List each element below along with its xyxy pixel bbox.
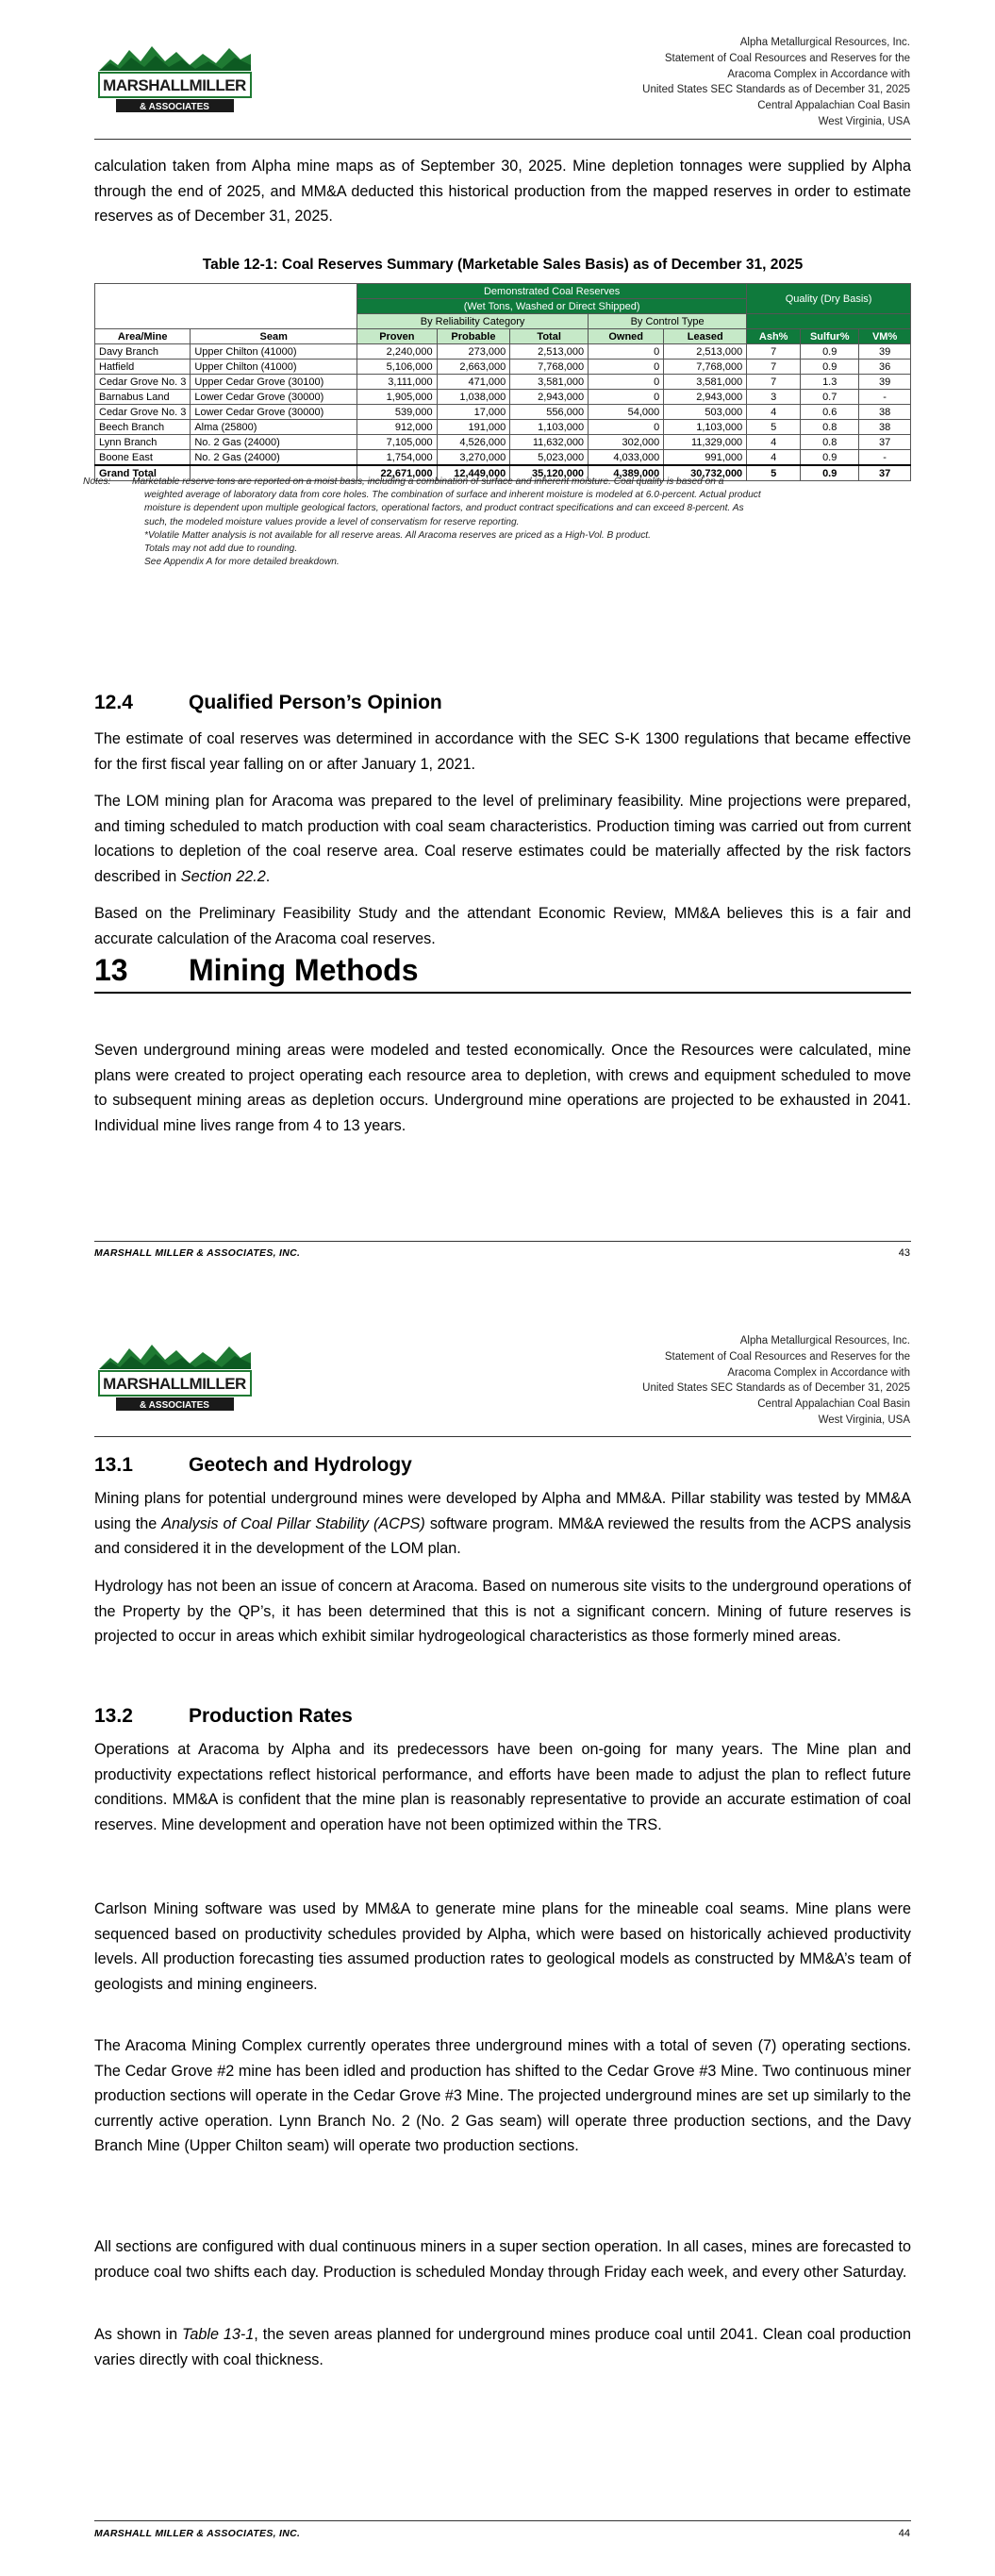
intro-paragraph: calculation taken from Alpha mine maps as of September 30, 2025. Mine depletion tonnages were supplied by Alpha through the end of 2025, and MM&A deducted this historical production from the mapped reserves in order to estimate reserves as of December 31, 2025. bbox=[94, 158, 911, 225]
control-header: By Control Type bbox=[589, 314, 747, 329]
table-cell: 39 bbox=[859, 375, 911, 390]
table-notes bbox=[83, 476, 905, 569]
table-cell: 30,732,000 bbox=[664, 465, 747, 481]
table-cell: 5 bbox=[747, 420, 801, 435]
table-cell: 7,105,000 bbox=[357, 435, 438, 450]
svg-text:MARSHALLMILLER: MARSHALLMILLER bbox=[103, 76, 246, 94]
coal-reserves-table bbox=[94, 283, 911, 481]
column-header: Ash% bbox=[747, 329, 801, 344]
table-cell: - bbox=[859, 390, 911, 405]
table-cell: 37 bbox=[859, 465, 911, 481]
footer-company: MARSHALL MILLER & ASSOCIATES, INC. bbox=[94, 2528, 301, 2539]
table-cell: 7,768,000 bbox=[664, 360, 747, 375]
svg-text:& ASSOCIATES: & ASSOCIATES bbox=[140, 1400, 209, 1411]
table-cell: 0.9 bbox=[801, 360, 859, 375]
table-cell: 0.8 bbox=[801, 435, 859, 450]
table-cell: 5,023,000 bbox=[510, 450, 589, 466]
table-cell: Upper Chilton (41000) bbox=[191, 360, 357, 375]
paragraph: All sections are configured with dual continuous miners in a super section operation. In all cases, mines are forecasted to produce coal two shifts each day. Production is scheduled Monday through Friday each week, and every other Saturday. bbox=[94, 2238, 911, 2281]
section-title: Qualified Person’s Opinion bbox=[189, 692, 442, 713]
table-cell: Boone East bbox=[95, 450, 191, 466]
footer-company: MARSHALL MILLER & ASSOCIATES, INC. bbox=[94, 1247, 301, 1259]
table-cell: 38 bbox=[859, 405, 911, 420]
table-cell: 11,329,000 bbox=[664, 435, 747, 450]
group-header-subtitle: (Wet Tons, Washed or Direct Shipped) bbox=[357, 299, 747, 314]
header-line: United States SEC Standards as of December 31, 2025 bbox=[642, 84, 910, 96]
column-header: Proven bbox=[357, 329, 438, 344]
note-line: See Appendix A for more detailed breakdown. bbox=[144, 557, 340, 568]
note-line: Marketable reserve tons are reported on a moist basis, including a combination of surface and inherent moisture. Coal quality is based on a bbox=[132, 477, 724, 487]
chapter-heading-13 bbox=[94, 953, 911, 994]
paragraph: The estimate of coal reserves was determined in accordance with the SEC S-K 1300 regulations that became effective for the first fiscal year falling on or after January 1, 2021. bbox=[94, 730, 911, 773]
paragraph: Hydrology has not been an issue of concern at Aracoma. Based on numerous site visits to the underground operations of the Property by the QP’s, it has been determined that this is not a significant concern. Mining of future reserves is projected to occur in areas which exhibit similar hydrogeological characteristics as those formerly mined areas. bbox=[94, 1578, 911, 1645]
table-cell: 4 bbox=[747, 435, 801, 450]
table-cell: 2,240,000 bbox=[357, 344, 438, 360]
table-cell: 1,103,000 bbox=[510, 420, 589, 435]
table-cell: 3,270,000 bbox=[437, 450, 510, 466]
paragraph: As shown in Table 13-1, the seven areas planned for underground mines produce coal until 2041. Clean coal production varies directly with coal thickness. bbox=[94, 2326, 912, 2368]
table-cell: Lower Cedar Grove (30000) bbox=[191, 405, 357, 420]
table-cell: Barnabus Land bbox=[95, 390, 191, 405]
section-number: 13.1 bbox=[94, 1454, 133, 1476]
table-cell: 7 bbox=[747, 360, 801, 375]
table-cell: 273,000 bbox=[437, 344, 510, 360]
header-divider bbox=[94, 1436, 911, 1437]
table-cell: 0.6 bbox=[801, 405, 859, 420]
reliability-header: By Reliability Category bbox=[357, 314, 589, 329]
table-cell: 39 bbox=[859, 344, 911, 360]
table-cell: 991,000 bbox=[664, 450, 747, 466]
table-cell: 2,513,000 bbox=[510, 344, 589, 360]
table-cell: 0 bbox=[589, 360, 664, 375]
table-cell: Grand Total bbox=[95, 465, 191, 481]
table-cell: 38 bbox=[859, 420, 911, 435]
svg-text:& ASSOCIATES: & ASSOCIATES bbox=[140, 102, 209, 112]
table-cell: 912,000 bbox=[357, 420, 438, 435]
table-cell: Hatfield bbox=[95, 360, 191, 375]
table-cell: 0.7 bbox=[801, 390, 859, 405]
column-header: Leased bbox=[664, 329, 747, 344]
company-logo bbox=[97, 1331, 253, 1414]
table-cell: 36 bbox=[859, 360, 911, 375]
header-line: Aracoma Complex in Accordance with bbox=[727, 68, 910, 80]
header-line: Central Appalachian Coal Basin bbox=[757, 1398, 910, 1411]
chapter-title: Mining Methods bbox=[189, 953, 419, 987]
header-line: Aracoma Complex in Accordance with bbox=[727, 1366, 910, 1379]
table-cell: 4 bbox=[747, 450, 801, 466]
table-cell: 1.3 bbox=[801, 375, 859, 390]
table-cell: 37 bbox=[859, 435, 911, 450]
table-row bbox=[95, 375, 911, 390]
table-row bbox=[95, 450, 911, 466]
section-number: 13.2 bbox=[94, 1705, 133, 1727]
table-cell: Davy Branch bbox=[95, 344, 191, 360]
table-cell: 17,000 bbox=[437, 405, 510, 420]
table-cell: 2,943,000 bbox=[510, 390, 589, 405]
footer-divider bbox=[94, 1241, 911, 1242]
table-cell: 22,671,000 bbox=[357, 465, 438, 481]
table-cell: 0.9 bbox=[801, 465, 859, 481]
table-cell: 0 bbox=[589, 375, 664, 390]
table-reference: Table 13-1 bbox=[181, 2326, 255, 2343]
table-cell: 302,000 bbox=[589, 435, 664, 450]
quality-header: Quality (Dry Basis) bbox=[747, 284, 911, 314]
note-line: moisture is dependent upon multiple geological factors, operational factors, and product contract specifications and can exceed 8-percent. As bbox=[144, 503, 744, 514]
footer-divider bbox=[94, 2520, 911, 2521]
table-cell: 3,111,000 bbox=[357, 375, 438, 390]
table-cell: 5 bbox=[747, 465, 801, 481]
table-cell: Lower Cedar Grove (30000) bbox=[191, 390, 357, 405]
column-header: VM% bbox=[859, 329, 911, 344]
section-heading-12-4 bbox=[94, 692, 442, 714]
paragraph: Seven underground mining areas were modeled and tested economically. Once the Resources were calculated, mine plans were created to project operating each resource area to depletion, with crews and equipment scheduled to move to subsequent mining areas as depletion occurs. Underground mine operations are projected to be exhausted in 2041. Individual mine lives range from 4 to 13 years. bbox=[94, 1042, 911, 1134]
document-header bbox=[642, 35, 910, 130]
group-header-demonstrated: Demonstrated Coal Reserves bbox=[357, 284, 747, 299]
table-cell: Cedar Grove No. 3 bbox=[95, 375, 191, 390]
chapter-number: 13 bbox=[94, 953, 128, 987]
table-cell: 503,000 bbox=[664, 405, 747, 420]
note-line: weighted average of laboratory data from core holes. The combination of surface and inherent moisture is modeled at 6.0-percent. Actual product bbox=[144, 490, 761, 501]
header-line: United States SEC Standards as of December 31, 2025 bbox=[642, 1382, 910, 1395]
table-cell: Lynn Branch bbox=[95, 435, 191, 450]
table-cell: 4,033,000 bbox=[589, 450, 664, 466]
note-line: such, the modeled moisture values provide a level of conservatism for reserve reporting. bbox=[144, 516, 520, 527]
header-line: Statement of Coal Resources and Reserves for the bbox=[664, 52, 910, 64]
header-line: Alpha Metallurgical Resources, Inc. bbox=[739, 37, 910, 48]
table-cell: 0 bbox=[589, 390, 664, 405]
table-cell: 471,000 bbox=[437, 375, 510, 390]
section-heading-13-1 bbox=[94, 1454, 412, 1477]
table-cell: 5,106,000 bbox=[357, 360, 438, 375]
table-cell: 2,663,000 bbox=[437, 360, 510, 375]
table-row bbox=[95, 420, 911, 435]
section-title: Geotech and Hydrology bbox=[189, 1454, 412, 1476]
page-number: 43 bbox=[898, 1247, 910, 1259]
table-cell: 0 bbox=[589, 344, 664, 360]
column-header: Sulfur% bbox=[801, 329, 859, 344]
table-cell: 12,449,000 bbox=[437, 465, 510, 481]
table-cell: 1,103,000 bbox=[664, 420, 747, 435]
software-reference: Analysis of Coal Pillar Stability (ACPS) bbox=[161, 1514, 425, 1532]
table-caption: Table 12-1: Coal Reserves Summary (Marketable Sales Basis) as of December 31, 2025 bbox=[202, 257, 804, 273]
table-cell: Cedar Grove No. 3 bbox=[95, 405, 191, 420]
section-reference: Section 22.2 bbox=[180, 867, 266, 885]
table-cell: 4,526,000 bbox=[437, 435, 510, 450]
table-row bbox=[95, 435, 911, 450]
header-line: West Virginia, USA bbox=[818, 1413, 910, 1426]
table-cell: Upper Chilton (41000) bbox=[191, 344, 357, 360]
table-cell: 54,000 bbox=[589, 405, 664, 420]
table-row bbox=[95, 390, 911, 405]
table-cell: Upper Cedar Grove (30100) bbox=[191, 375, 357, 390]
table-cell: 0.9 bbox=[801, 344, 859, 360]
company-logo bbox=[97, 33, 253, 116]
paragraph: The Aracoma Mining Complex currently operates three underground mines with a total of seven (7) operating sections. The Cedar Grove #2 mine has been idled and production has shifted to the Cedar Grove #3 Mine. Two continuous miner production sections will operate in the Cedar Grove #3 Mine. The projected underground mines are set up similarly to the currently active operation. Lynn Branch No. 2 (No. 2 Gas seam) will operate three production sections, and the Davy Branch Mine (Upper Chilton seam) will operate two production sections. bbox=[94, 2037, 911, 2154]
section-title: Production Rates bbox=[189, 1705, 353, 1727]
column-header: Seam bbox=[191, 329, 357, 344]
notes-label: Notes: bbox=[83, 477, 111, 487]
table-cell: 1,905,000 bbox=[357, 390, 438, 405]
table-cell: 3 bbox=[747, 390, 801, 405]
table-row bbox=[95, 405, 911, 420]
table-body bbox=[95, 344, 911, 481]
paragraph: Based on the Preliminary Feasibility Study and the attendant Economic Review, MM&A believes this is a fair and accurate calculation of the Aracoma coal reserves. bbox=[94, 905, 911, 947]
svg-text:MARSHALLMILLER: MARSHALLMILLER bbox=[103, 1375, 246, 1393]
header-line: Central Appalachian Coal Basin bbox=[757, 100, 910, 112]
table-cell: 556,000 bbox=[510, 405, 589, 420]
table-cell: Beech Branch bbox=[95, 420, 191, 435]
section-heading-13-2 bbox=[94, 1705, 353, 1728]
table-cell: 4,389,000 bbox=[589, 465, 664, 481]
header-line: West Virginia, USA bbox=[818, 115, 910, 127]
section-number: 12.4 bbox=[94, 692, 133, 713]
header-line: Statement of Coal Resources and Reserves for the bbox=[664, 1350, 910, 1363]
table-cell: 2,513,000 bbox=[664, 344, 747, 360]
table-cell: 0.9 bbox=[801, 450, 859, 466]
column-header: Total bbox=[510, 329, 589, 344]
table-cell: 3,581,000 bbox=[664, 375, 747, 390]
table-cell: No. 2 Gas (24000) bbox=[191, 435, 357, 450]
table-cell: 7,768,000 bbox=[510, 360, 589, 375]
paragraph: Carlson Mining software was used by MM&A to generate mine plans for the mineable coal seams. Mine plans were sequenced based on productivity schedules provided by Alpha, which were based on historically achieved productivity levels. All production forecasting ties assumed production rates to geological models as constructed by MM&A’s team of geologists and mining engineers. bbox=[94, 1900, 911, 1993]
header-line: Alpha Metallurgical Resources, Inc. bbox=[739, 1335, 910, 1347]
document-page-44 bbox=[0, 1288, 995, 2576]
paragraph: The LOM mining plan for Aracoma was prepared to the level of preliminary feasibility. Mine projections were prepared, and timing scheduled to match production with coal seam characteristics. Production timing was carried out from current locations to depletion of the coal reserve area. Coal reserve estimates could be materially affected by the risk factors described in Section 22.2. bbox=[94, 793, 911, 885]
note-line: Totals may not add due to rounding. bbox=[144, 544, 298, 555]
table-cell: 1,754,000 bbox=[357, 450, 438, 466]
paragraph: Operations at Aracoma by Alpha and its predecessors have been on-going for many years. The Mine plan and productivity expectations reflect historical performance, and efforts have been made to adjust the plan to reflect future conditions. MM&A is confident that the mine plan is reasonably representative to provide an accurate estimation of coal reserves. Mine development and operation have not been optimized within the TRS. bbox=[94, 1741, 911, 1833]
table-cell: 2,943,000 bbox=[664, 390, 747, 405]
table-cell: 7 bbox=[747, 344, 801, 360]
column-header: Probable bbox=[437, 329, 510, 344]
table-cell: Alma (25800) bbox=[191, 420, 357, 435]
note-line: *Volatile Matter analysis is not available for all reserve areas. All Aracoma reserves are priced as a High-Vol. B product. bbox=[144, 529, 651, 541]
table-row bbox=[95, 344, 911, 360]
document-header bbox=[642, 1333, 910, 1429]
table-cell: 539,000 bbox=[357, 405, 438, 420]
table-cell: 35,120,000 bbox=[510, 465, 589, 481]
header-divider bbox=[94, 139, 911, 140]
table-cell: 7 bbox=[747, 375, 801, 390]
table-cell: No. 2 Gas (24000) bbox=[191, 450, 357, 466]
table-cell: 4 bbox=[747, 405, 801, 420]
table-cell: 0 bbox=[589, 420, 664, 435]
column-header: Area/Mine bbox=[95, 329, 191, 344]
table-cell: - bbox=[859, 450, 911, 466]
table-cell: 191,000 bbox=[437, 420, 510, 435]
table-cell: 1,038,000 bbox=[437, 390, 510, 405]
table-cell: 0.8 bbox=[801, 420, 859, 435]
page-number: 44 bbox=[898, 2528, 910, 2539]
table-cell: 3,581,000 bbox=[510, 375, 589, 390]
table-cell: 11,632,000 bbox=[510, 435, 589, 450]
table-row bbox=[95, 360, 911, 375]
column-header: Owned bbox=[589, 329, 664, 344]
paragraph: Mining plans for potential underground mines were developed by Alpha and MM&A. Pillar stability was tested by MM&A using the Analysis of Coal Pillar Stability (ACPS) software program. MM&A reviewed the results from the ACPS analysis and considered it in the development of the LOM plan. bbox=[94, 1490, 911, 1557]
